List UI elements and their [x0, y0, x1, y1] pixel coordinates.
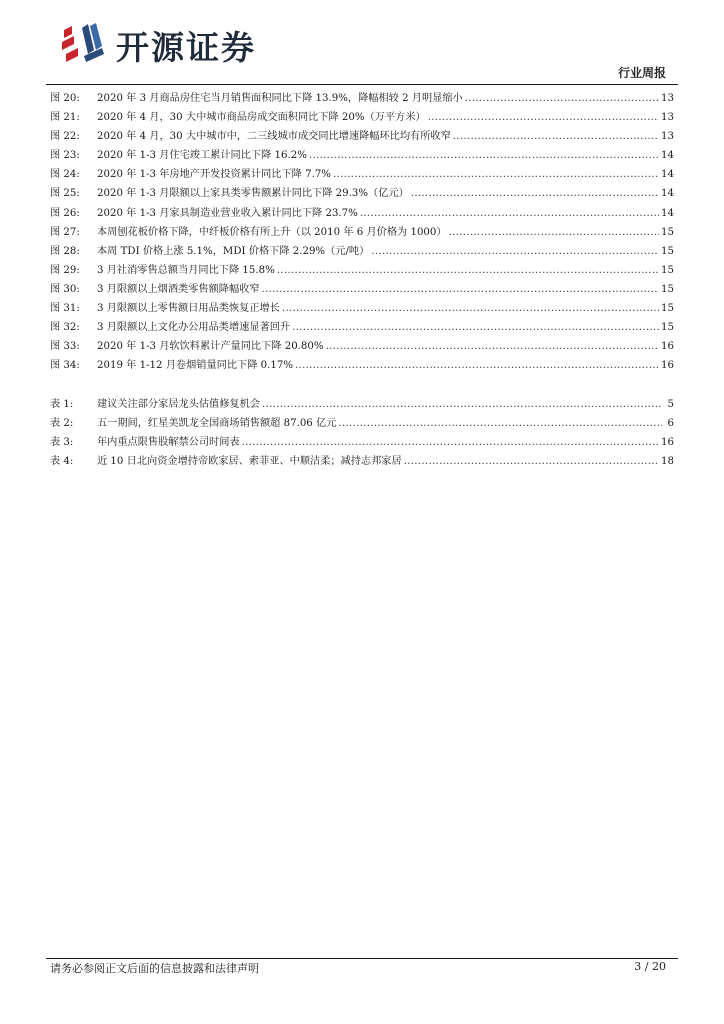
figure-index-list	[50, 89, 674, 375]
entry-label: 图 26:	[50, 207, 80, 219]
entry-title: 2020 年 1-3 月限额以上家具类零售额累计同比下降 29.3%（亿元）	[97, 188, 409, 200]
report-type-label: 行业周报	[617, 66, 666, 80]
entry-label: 图 32:	[50, 322, 80, 334]
page-header	[0, 0, 724, 92]
entry-label: 表 3:	[50, 437, 74, 449]
entry-page-number: 15	[661, 245, 674, 257]
figure-index-entry[interactable]	[50, 165, 674, 184]
table-index-entry[interactable]	[50, 395, 674, 414]
entry-page-number: 13	[661, 112, 674, 124]
dot-leader	[277, 261, 659, 280]
entry-label: 图 29:	[50, 264, 80, 276]
entry-page-number: 15	[661, 322, 674, 334]
figure-index-entry[interactable]	[50, 261, 674, 280]
entry-page-number: 16	[661, 360, 674, 372]
entry-page-number: 13	[661, 131, 674, 143]
figure-index-entry[interactable]	[50, 337, 674, 356]
entry-title: 年内重点限售股解禁公司时间表	[97, 437, 240, 449]
entry-label: 图 27:	[50, 226, 80, 238]
entry-title: 2020 年 4 月，30 大中城市商品房成交面积同比下降 20%（万平方米）	[97, 112, 426, 124]
entry-page-number: 15	[661, 283, 674, 295]
entry-label: 图 30:	[50, 283, 80, 295]
entry-label: 图 21:	[50, 112, 80, 124]
entry-page-number: 15	[661, 303, 674, 315]
entry-page-number: 15	[661, 264, 674, 276]
dot-leader	[262, 280, 660, 299]
entry-label: 图 24:	[50, 169, 80, 181]
figure-index-entry[interactable]	[50, 108, 674, 127]
dot-leader	[326, 337, 659, 356]
dot-leader	[453, 127, 659, 146]
page-indicator: 3 / 20	[634, 960, 666, 973]
entry-label: 图 23:	[50, 150, 80, 162]
entry-label: 图 22:	[50, 131, 80, 143]
dot-leader	[428, 108, 659, 127]
entry-label: 表 1:	[50, 399, 74, 410]
entry-title: 近 10 日北向资金增持帝欧家居、索菲亚、中顺洁柔；减持志邦家居	[97, 456, 402, 468]
entry-title: 五一期间，红星美凯龙全国商场销售额超 87.06 亿元	[97, 418, 337, 430]
figure-index-entry[interactable]	[50, 184, 674, 203]
dot-leader	[449, 223, 659, 242]
entry-title: 建议关注部分家居龙头估值修复机会	[97, 399, 260, 410]
figure-index-entry[interactable]	[50, 318, 674, 337]
entry-page-number: 13	[661, 93, 674, 104]
entry-label: 图 28:	[50, 245, 80, 257]
entry-title: 本周刨花板价格下降，中纤板价格有所上升（以 2010 年 6 月价格为 1000）	[97, 226, 447, 238]
entry-page-number: 14	[661, 169, 674, 181]
entry-page-number: 6	[667, 418, 674, 430]
dot-leader	[333, 165, 659, 184]
entry-page-number: 14	[661, 207, 674, 219]
figure-index-entry[interactable]	[50, 299, 674, 318]
entry-title: 2020 年 1-3 月住宅竣工累计同比下降 16.2%	[97, 150, 307, 162]
entry-title: 本周 TDI 价格上涨 5.1%，MDI 价格下降 2.29%（元/吨）	[97, 245, 370, 257]
brand-logo	[58, 18, 298, 72]
entry-page-number: 14	[661, 188, 674, 200]
figure-index-entry[interactable]	[50, 356, 674, 375]
entry-title: 3 月社消零售总额当月同比下降 15.8%	[97, 264, 275, 276]
figure-index-entry[interactable]	[50, 223, 674, 242]
entry-label: 图 33:	[50, 341, 80, 353]
entry-page-number: 15	[661, 226, 674, 238]
dot-leader	[262, 395, 662, 414]
figure-index-entry[interactable]	[50, 204, 674, 223]
table-index-list	[50, 395, 674, 471]
entry-page-number: 5	[667, 399, 674, 410]
dot-leader	[292, 318, 659, 337]
entry-title: 2019 年 1-12 月卷烟销量同比下降 0.17%	[97, 360, 294, 372]
figure-index-entry[interactable]	[50, 280, 674, 299]
figure-index-entry[interactable]	[50, 127, 674, 146]
entry-title: 2020 年 4 月，30 大中城市中，二三线城市成交同比增速降幅环比均有所收窄	[97, 131, 451, 143]
dot-leader	[242, 433, 659, 452]
entry-title: 2020 年 3 月商品房住宅当月销售面积同比下降 13.9%，降幅相较 2 月明显缩小	[97, 93, 463, 104]
entry-page-number: 16	[661, 437, 674, 449]
dot-leader	[360, 204, 659, 223]
entry-label: 表 2:	[50, 418, 74, 430]
entry-label: 图 25:	[50, 188, 80, 200]
entry-title: 3 月限额以上文化办公用品类增速显著回升	[97, 322, 291, 334]
entry-title: 3 月限额以上零售额日用品类恢复正增长	[97, 303, 280, 315]
entry-label: 图 34:	[50, 360, 80, 372]
footer-divider	[46, 958, 678, 959]
dot-leader	[404, 452, 659, 471]
dot-leader	[295, 356, 659, 375]
dot-leader	[465, 89, 659, 108]
entry-title: 2020 年 1-3 月软饮料累计产量同比下降 20.80%	[97, 341, 324, 353]
figure-index-entry[interactable]	[50, 89, 674, 108]
entry-page-number: 16	[661, 341, 674, 353]
entry-label: 表 4:	[50, 456, 74, 468]
dot-leader	[411, 184, 659, 203]
entry-title: 2020 年 1-3 年房地产开发投资累计同比下降 7.7%	[97, 169, 331, 181]
table-index-entry[interactable]	[50, 433, 674, 452]
table-index-entry[interactable]	[50, 452, 674, 471]
table-index-entry[interactable]	[50, 414, 674, 433]
entry-title: 3 月限额以上烟酒类零售额降幅收窄	[97, 283, 260, 295]
dot-leader	[282, 299, 659, 318]
entry-label: 图 20:	[50, 93, 80, 104]
figure-index-entry[interactable]	[50, 242, 674, 261]
dot-leader	[371, 242, 659, 261]
entry-title: 2020 年 1-3 月家具制造业营业收入累计同比下降 23.7%	[97, 207, 358, 219]
kaiyuan-logo-icon	[58, 20, 110, 70]
entry-label: 图 31:	[50, 303, 80, 315]
dot-leader	[338, 414, 662, 433]
disclaimer-note: 请务必参阅正文后面的信息披露和法律声明	[50, 962, 259, 975]
brand-name: 开源证券	[116, 27, 256, 67]
figure-index-entry[interactable]	[50, 146, 674, 165]
header-divider	[46, 84, 678, 85]
entry-page-number: 14	[661, 150, 674, 162]
entry-page-number: 18	[661, 456, 674, 468]
dot-leader	[309, 146, 659, 165]
